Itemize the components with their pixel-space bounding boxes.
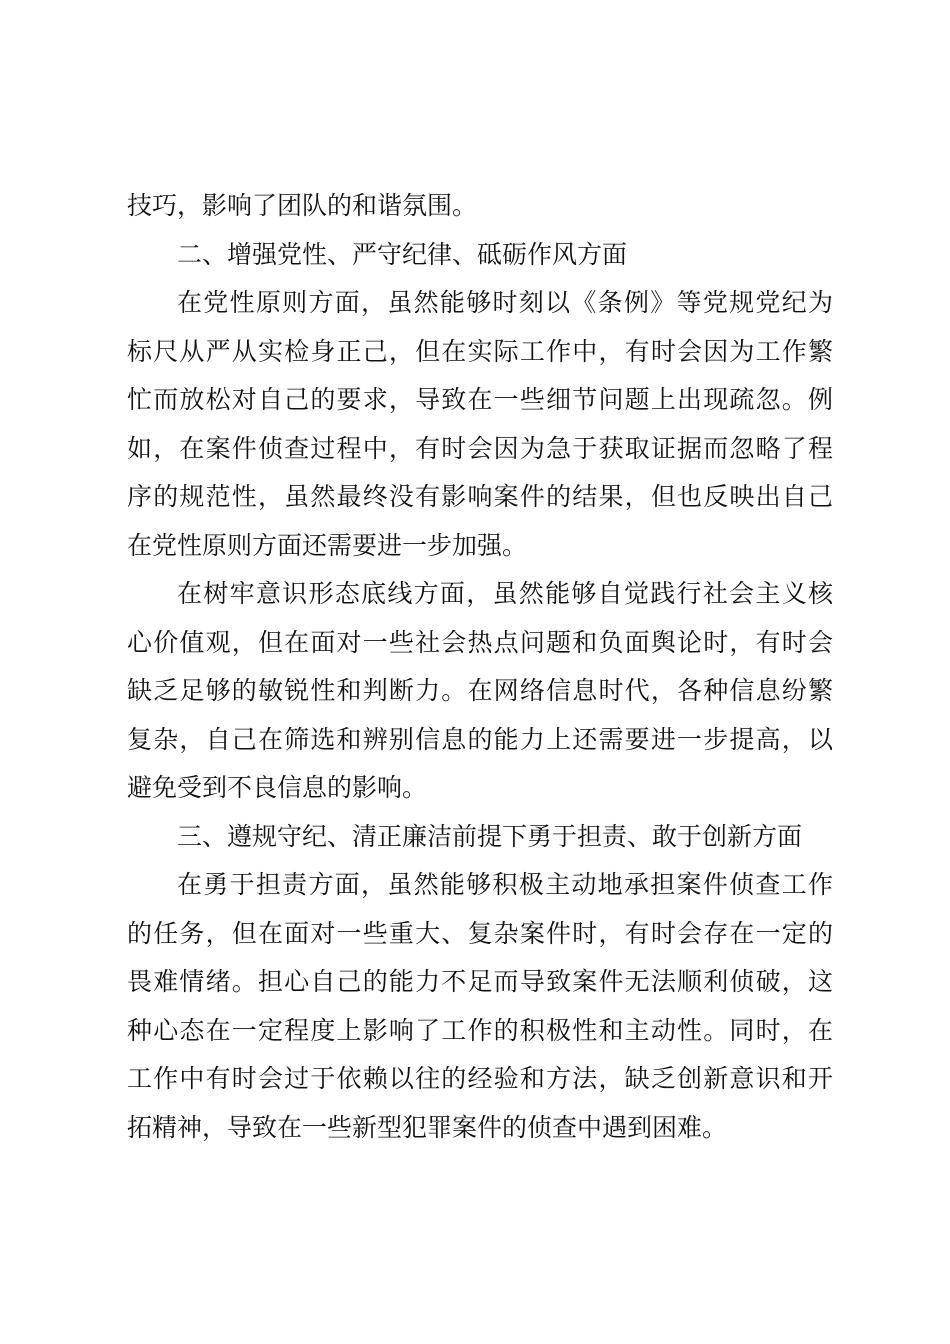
- paragraph-line: 种心态在一定程度上影响了工作的积极性和主动性。同时，在: [127, 1015, 833, 1045]
- document-body: [127, 182, 833, 1152]
- paragraph-line: 忙而放松对自己的要求，导致在一些细节问题上出现疏忽。例: [127, 385, 833, 414]
- paragraph-line: 避免受到不良信息的影响。: [127, 773, 428, 802]
- section-heading: 二、增强党性、严守纪律、砥砺作风方面: [177, 239, 628, 269]
- paragraph-line: 的任务，但在面对一些重大、复杂案件时，有时会存在一定的: [127, 918, 833, 948]
- paragraph-line: 如，在案件侦查过程中，有时会因为急于获取证据而忽略了程: [127, 433, 833, 463]
- section-heading: 三、遵规守纪、清正廉洁前提下勇于担责、敢于创新方面: [177, 821, 803, 851]
- paragraph-line: 在勇于担责方面，虽然能够积极主动地承担案件侦查工作: [177, 870, 833, 899]
- paragraph-line: 缺乏足够的敏锐性和判断力。在网络信息时代，各种信息纷繁: [127, 676, 833, 705]
- paragraph-line: 技巧，影响了团队的和谐氛围。: [127, 191, 478, 220]
- paragraph-line: 拓精神，导致在一些新型犯罪案件的侦查中遇到困难。: [127, 1112, 728, 1142]
- paragraph-line: 复杂，自己在筛选和辨别信息的能力上还需要进一步提高，以: [127, 724, 833, 754]
- paragraph-line: 畏难情绪。担心自己的能力不足而导致案件无法顺利侦破，这: [127, 967, 833, 996]
- paragraph-line: 标尺从严从实检身正己，但在实际工作中，有时会因为工作繁: [127, 336, 833, 366]
- paragraph-line: 序的规范性，虽然最终没有影响案件的结果，但也反映出自己: [127, 482, 833, 511]
- paragraph-line: 在树牢意识形态底线方面，虽然能够自觉践行社会主义核: [177, 579, 833, 608]
- paragraph-line: 工作中有时会过于依赖以往的经验和方法，缺乏创新意识和开: [127, 1064, 833, 1093]
- paragraph-line: 心价值观，但在面对一些社会热点问题和负面舆论时，有时会: [127, 627, 833, 657]
- paragraph-line: 在党性原则方面，虽然能够时刻以《条例》等党规党纪为: [177, 288, 833, 317]
- paragraph-line: 在党性原则方面还需要进一步加强。: [127, 530, 528, 560]
